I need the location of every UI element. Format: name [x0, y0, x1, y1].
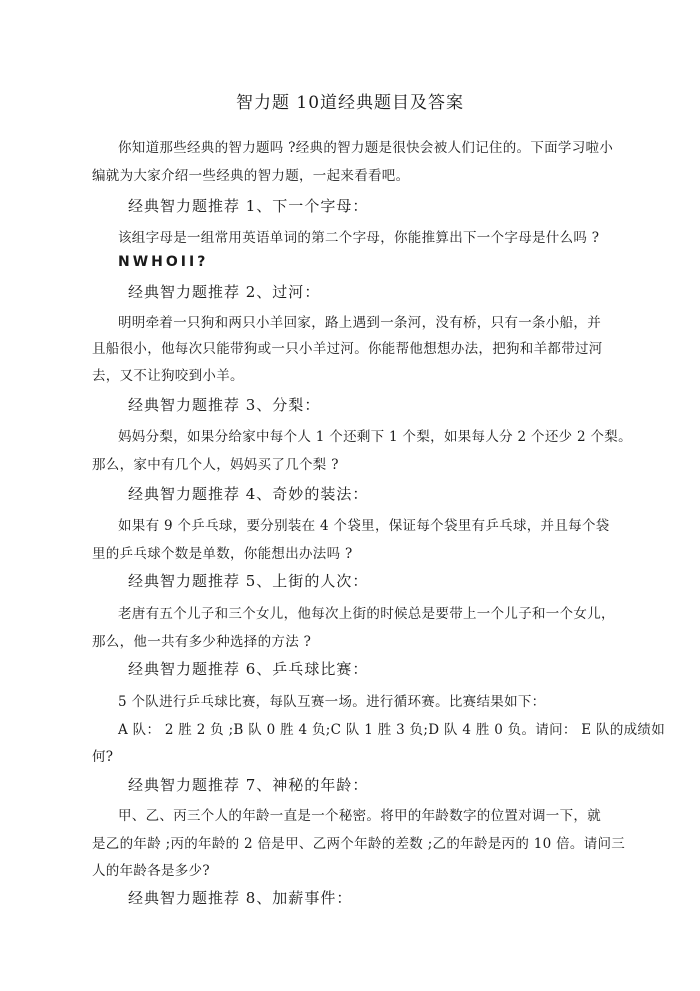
section-3-line-2: 那么，家中有几个人，妈妈买了几个梨 ?: [92, 457, 339, 473]
section-3-heading: 经典智力题推荐 3、分梨：: [128, 396, 321, 414]
section-4-line-1: 如果有 9 个乒乓球，要分别装在 4 个袋里，保证每个袋里有乒乓球，并且每个袋: [118, 518, 610, 534]
section-5-heading: 经典智力题推荐 5、上街的人次：: [128, 572, 369, 590]
section-2-line-1: 明明牵着一只狗和两只小羊回家，路上遇到一条河，没有桥，只有一条小船，并: [118, 315, 601, 331]
section-6-line-3: 何?: [92, 749, 114, 765]
section-1-line-2: NWHOII?: [118, 254, 209, 270]
section-2-line-3: 去，又不让狗咬到小羊。: [92, 368, 244, 384]
section-7-line-3: 人的年龄各是多少?: [92, 863, 210, 879]
section-2-line-2: 且船很小，他每次只能带狗或一只小羊过河。你能帮他想想办法，把狗和羊都带过河: [92, 341, 603, 357]
section-6-line-1: 5 个队进行乒乓球比赛，每队互赛一场。进行循环赛。比赛结果如下：: [118, 694, 546, 710]
section-1-heading: 经典智力题推荐 1、下一个字母：: [128, 197, 369, 215]
section-4-heading: 经典智力题推荐 4、奇妙的装法：: [128, 485, 369, 503]
section-5-line-2: 那么，他一共有多少种选择的方法 ?: [92, 634, 312, 650]
section-1-line-1: 该组字母是一组常用英语单词的第二个字母，你能推算出下一个字母是什么吗 ?: [118, 230, 600, 246]
section-8-heading: 经典智力题推荐 8、加薪事件：: [128, 889, 353, 907]
section-7-line-1: 甲、乙、丙三个人的年龄一直是一个秘密。将甲的年龄数字的位置对调一下，就: [118, 808, 601, 824]
intro-line-2: 编就为大家介绍一些经典的智力题，一起来看看吧。: [92, 168, 410, 184]
section-6-heading: 经典智力题推荐 6、乒乓球比赛：: [128, 660, 369, 678]
intro-line-1: 你知道那些经典的智力题吗 ?经典的智力题是很快会被人们记住的。下面学习啦小: [118, 140, 614, 156]
page-title: 智力题 10道经典题目及答案: [235, 93, 465, 113]
section-3-line-1: 妈妈分梨，如果分给家中每个人 1 个还剩下 1 个梨，如果每人分 2 个还少 2 个梨。: [118, 429, 632, 445]
section-7-heading: 经典智力题推荐 7、神秘的年龄：: [128, 776, 369, 794]
section-4-line-2: 里的乒乓球个数是单数，你能想出办法吗 ?: [92, 546, 353, 562]
section-2-heading: 经典智力题推荐 2、过河：: [128, 283, 321, 301]
section-6-line-2: A 队： 2 胜 2 负 ;B 队 0 胜 4 负;C 队 1 胜 3 负;D 队 4 胜 0 负。请问： E 队的成绩如: [118, 722, 666, 738]
section-5-line-1: 老唐有五个儿子和三个女儿，他每次上街的时候总是要带上一个儿子和一个女儿，: [118, 606, 615, 622]
section-7-line-2: 是乙的年龄 ;丙的年龄的 2 倍是甲、乙两个年龄的差数 ;乙的年龄是丙的 10 倍。请问三: [92, 836, 626, 852]
